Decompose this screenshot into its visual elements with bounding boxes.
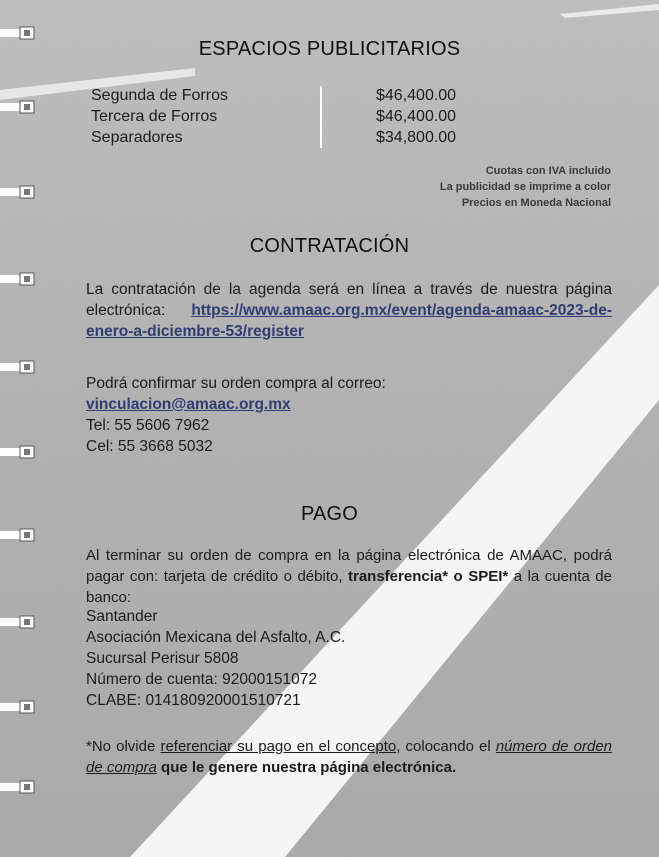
phone-tel: Tel: 55 5606 7962 [86,417,210,434]
hiring-intro: La contratación de la agenda será en línea a través de nuestra página electrónica: [86,281,612,319]
ad-item-name: Segunda de Forros [91,87,228,104]
payment-intro [86,545,612,608]
bank-name: Santander [86,608,158,625]
ad-item-price: $46,400.00 [376,87,457,104]
hiring-title: CONTRATACIÓN [249,235,410,257]
branch: Sucursal Perisur 5808 [86,650,239,667]
phone-cel: Cel: 55 3668 5032 [86,438,213,455]
note-end: que le genere nuestra página electrónica. [156,759,457,776]
note-start: *No olvide [86,738,161,755]
payment-methods-bold: transferencia* o SPEI* [348,568,509,585]
account-name: Asociación Mexicana del Asfalto, A.C. [86,629,346,646]
payment-intro-text: Al terminar su orden de compra en la página electrónica de AMAAC, podrá pagar con: tarjeta de crédito o débito, [86,547,612,585]
note-mid: , colocando el [396,738,496,755]
ad-item-name: Tercera de Forros [91,108,218,125]
note-emphasis: número de orden de compra [86,738,613,776]
payment-note [86,736,612,778]
ad-item-price: $46,400.00 [376,108,457,125]
ad-item-name: Separadores [91,129,183,146]
price-note: Precios en Moneda Nacional [461,197,611,209]
register-link[interactable]: https://www.amaac.org.mx/event/agenda-amaac-2023-de-enero-a-diciembre-53/register [86,302,612,340]
account-number: Número de cuenta: 92000151072 [86,671,317,688]
email-link-row [86,396,291,414]
ad-item-price: $34,800.00 [376,129,457,146]
payment-intro-end: a la cuenta de banco: [86,568,612,606]
price-note: Cuotas con IVA incluido [485,165,611,177]
ad-spaces-title: ESPACIOS PUBLICITARIOS [198,38,461,60]
note-underlined: referenciar su pago en el concepto [160,738,397,755]
email-link[interactable]: vinculacion@amaac.org.mx [86,396,291,413]
price-note: La publicidad se imprime a color [439,181,611,193]
clabe: CLABE: 014180920001510721 [86,692,301,709]
price-divider [320,86,322,148]
payment-title: PAGO [300,503,359,525]
hiring-paragraph [86,279,612,342]
confirm-text: Podrá confirmar su orden compra al correo: [86,375,386,392]
